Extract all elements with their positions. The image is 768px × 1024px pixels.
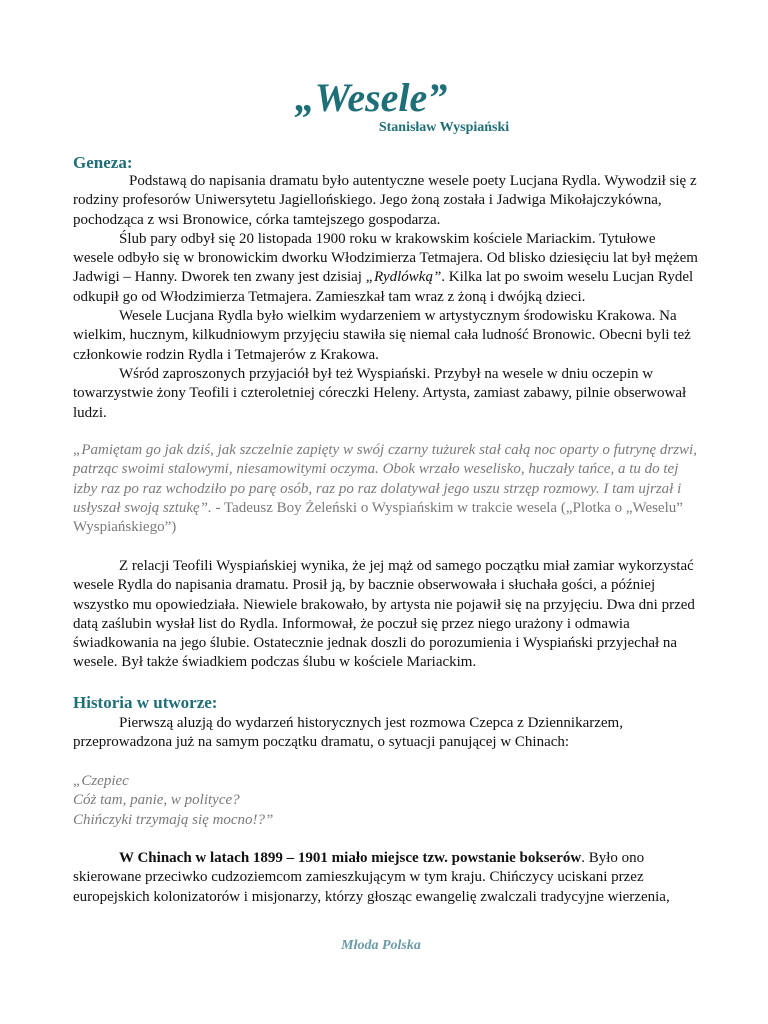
bold-text: W Chinach w latach 1899 – 1901 miało miejsce tzw. powstanie bokserów [119,850,582,866]
section-historia-continued [73,849,698,907]
quotation [73,441,698,537]
paragraph [73,230,698,307]
paragraph: Pierwszą aluzją do wydarzeń historycznych jest rozmowa Czepca z Dziennikarzem, przeprowadzona już na samym początku dramatu, o sytuacji panującej w Chinach: [73,715,623,751]
paragraph: Wesele Lucjana Rydla było wielkim wydarzeniem w artystycznym środowisku Krakowa. Na wielkim, hucznym, kilkudniowym przyjęciu stawiła się niemal cała ludność Bronowic. Obecni byli też członkowie rodzin Rydla i Tetmajerów z Krakowa. [73,308,691,363]
quote-line: Cóż tam, panie, w polityce? [73,792,240,809]
page-footer: Młoda Polska [341,938,421,953]
section-heading-historia: Historia w utworze: [73,693,218,712]
quote-line: „Czepiec [73,773,129,789]
quotation-block [73,441,698,537]
paragraph [73,849,698,907]
quote-text: „Pamiętam go jak dziś, jak szczelnie zapięty w swój czarny tużurek stał całą noc oparty o futrynę drzwi, patrząc swoimi stalowymi, niesamowitymi oczyma. Obok wrzało weselisko, huczały tańce, a tu do tej izby raz po raz wchodziło po parę osób, raz po raz dolatywał jego uszu strzęp rozmowy. I tam ujrzał i usłyszał swoją sztukę”. [73,442,697,516]
section-geneza-continued [73,557,698,673]
section-historia-body [73,714,698,753]
dialogue-quote [73,772,698,830]
emphasis-name: „Rydlówką” [365,269,442,286]
author-name: Stanisław Wyspiański [378,120,510,135]
text-run: . Było ono skierowane przeciwko cudzoziemcom zamieszkującym w tym kraju. Chińczycy uciskani przez europejskich kolonizatorów i misjonarzy, którzy głosząc ewangelię zwalczali tradycyjne wierzenia, [73,850,670,905]
document-title: „Wesele” [294,75,448,120]
section-geneza-body [73,172,698,423]
quote-source: - Tadeusz Boy Żeleński o Wyspiańskim w trakcie wesela („Plotka o „Weselu” Wyspiańskiego”) [73,499,683,536]
paragraph: Z relacji Teofili Wyspiańskiej wynika, że jej mąż od samego początku miał zamiar wykorzystać wesele Rydla do napisania dramatu. Prosił ją, by bacznie obserwowała i słuchała gości, a później wszystko mu opowiedziała. Niewiele brakowało, by artysta nie pojawił się na przyjęciu. Dwa dni przed datą zaślubin wysłał list do Rydla. Informował, że poczuł się przez niego urażony i odmawia świadkowania na jego ślubie. Ostatecznie jednak doszli do porozumienia i Wyspiański przyjechał na wesele. Był także świadkiem podczas ślubu w kościele Mariackim. [73,558,695,671]
paragraph: Wśród zaproszonych przyjaciół był też Wyspiański. Przybył na wesele w dniu oczepin w towarzystwie żony Teofili i czteroletniej córeczki Heleny. Artysta, zamiast zabawy, pilnie obserwował ludzi. [73,365,687,421]
paragraph: Podstawą do napisania dramatu było autentyczne wesele poety Lucjana Rydla. Wywodził się z rodziny profesorów Uniwersytetu Jagiellońskiego. Jego żoną została i Jadwiga Mikołajczykówna, pochodząca z wsi Bronowice, córka tamtejszego gospodarza. [73,173,697,228]
text-run: Ślub pary odbył się 20 listopada 1900 roku w krakowskim kościele Mariackim. Tytułowe wesele odbyło się w bronowickim dworku Włodzimierza Tetmajera. Od blisko dziesięciu lat był mężem Jadwigi – Hanny. Dworek ten zwany jest dzisiaj [73,230,698,286]
section-heading-geneza: Geneza: [73,153,133,172]
text-run: . Kilka lat po swoim weselu Lucjan Rydel odkupił go od Włodzimierza Tetmajera. Zamieszkał tam wraz z żoną i dwójką dzieci. [73,269,694,305]
quote-line: Chińczyki trzymają się mocno!?” [73,811,274,828]
